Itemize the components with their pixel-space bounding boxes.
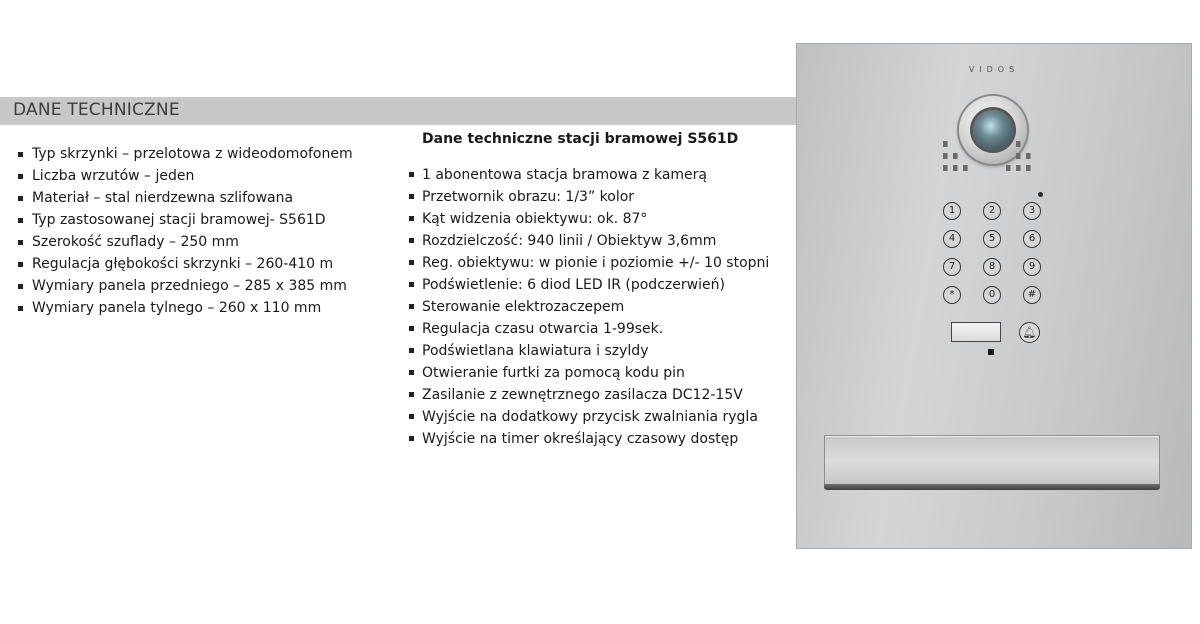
ir-led bbox=[1026, 153, 1030, 159]
list-item: Przetwornik obrazu: 1/3” kolor bbox=[409, 186, 769, 208]
keypad-key-4: 4 bbox=[943, 230, 961, 248]
intercom-panel-image bbox=[796, 43, 1192, 549]
keypad-key-0: 0 bbox=[983, 286, 1001, 304]
speaker-dot bbox=[988, 349, 994, 355]
station-spec-list bbox=[409, 164, 769, 450]
section-title: DANE TECHNICZNE bbox=[13, 100, 180, 120]
ir-led bbox=[953, 165, 957, 171]
mail-slot-lip bbox=[824, 484, 1160, 490]
station-spec-title: Dane techniczne stacji bramowej S561D bbox=[422, 131, 739, 147]
list-item: Wyjście na timer określający czasowy dostęp bbox=[409, 428, 769, 450]
list-item: Podświetlenie: 6 diod LED IR (podczerwień) bbox=[409, 274, 769, 296]
list-item: Kąt widzenia obiektywu: ok. 87° bbox=[409, 208, 769, 230]
keypad-key-3: 3 bbox=[1023, 202, 1041, 220]
microphone-dot bbox=[1038, 192, 1043, 197]
keypad-key-7: 7 bbox=[943, 258, 961, 276]
camera-lens bbox=[973, 110, 1013, 150]
keypad-key-9: 9 bbox=[1023, 258, 1041, 276]
ir-led bbox=[963, 165, 967, 171]
keypad-key-star: * bbox=[943, 286, 961, 304]
section-header-bar bbox=[0, 97, 800, 125]
ir-led bbox=[1016, 153, 1020, 159]
keypad-key-5: 5 bbox=[983, 230, 1001, 248]
ir-led bbox=[1016, 165, 1020, 171]
list-item: Sterowanie elektrozaczepem bbox=[409, 296, 769, 318]
bell-icon: 🔔︎ bbox=[1019, 322, 1040, 343]
ir-led bbox=[943, 165, 947, 171]
list-item: Podświetlana klawiatura i szyldy bbox=[409, 340, 769, 362]
mail-slot bbox=[824, 435, 1160, 487]
keypad-key-6: 6 bbox=[1023, 230, 1041, 248]
list-item: Zasilanie z zewnętrznego zasilacza DC12-15V bbox=[409, 384, 769, 406]
list-item: Typ skrzynki – przelotowa z wideodomofonem bbox=[16, 143, 353, 165]
ir-led bbox=[1016, 141, 1020, 147]
list-item: Liczba wrzutów – jeden bbox=[16, 165, 353, 187]
mailbox-spec-list bbox=[16, 143, 353, 319]
list-item: Otwieranie furtki za pomocą kodu pin bbox=[409, 362, 769, 384]
ir-led bbox=[953, 153, 957, 159]
ir-led bbox=[1006, 165, 1010, 171]
name-plate bbox=[951, 322, 1001, 342]
list-item: Wyjście na dodatkowy przycisk zwalniania rygla bbox=[409, 406, 769, 428]
list-item: Regulacja czasu otwarcia 1-99sek. bbox=[409, 318, 769, 340]
list-item: Rozdzielczość: 940 linii / Obiektyw 3,6mm bbox=[409, 230, 769, 252]
ir-led bbox=[943, 141, 947, 147]
keypad-key-1: 1 bbox=[943, 202, 961, 220]
list-item: Wymiary panela przedniego – 285 x 385 mm bbox=[16, 275, 353, 297]
list-item: Wymiary panela tylnego – 260 x 110 mm bbox=[16, 297, 353, 319]
brand-logo: VIDOS bbox=[968, 65, 1020, 74]
keypad-key-8: 8 bbox=[983, 258, 1001, 276]
ir-led bbox=[943, 153, 947, 159]
list-item: Typ zastosowanej stacji bramowej- S561D bbox=[16, 209, 353, 231]
list-item: Materiał – stal nierdzewna szlifowana bbox=[16, 187, 353, 209]
keypad-key-2: 2 bbox=[983, 202, 1001, 220]
list-item: Reg. obiektywu: w pionie i poziomie +/- 10 stopni bbox=[409, 252, 769, 274]
keypad-key-hash: # bbox=[1023, 286, 1041, 304]
list-item: 1 abonentowa stacja bramowa z kamerą bbox=[409, 164, 769, 186]
ir-led bbox=[1026, 165, 1030, 171]
list-item: Szerokość szuflady – 250 mm bbox=[16, 231, 353, 253]
list-item: Regulacja głębokości skrzynki – 260-410 m bbox=[16, 253, 353, 275]
